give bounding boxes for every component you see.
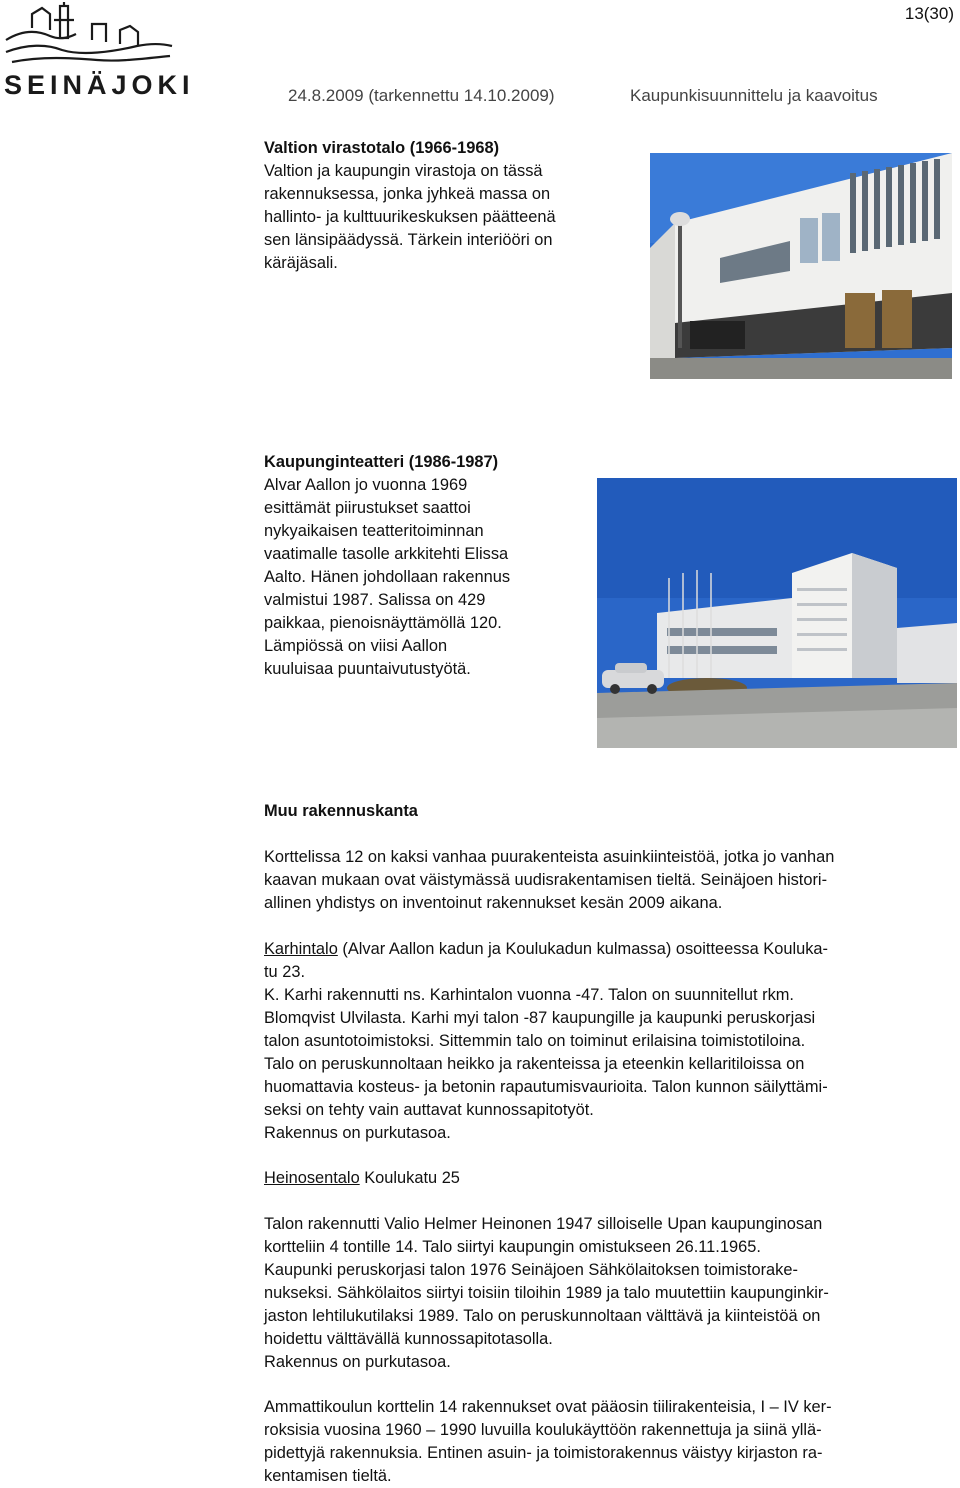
text-line: Valtion ja kaupungin virastoja on tässä (264, 162, 543, 180)
text-line: vaatimalle tasolle arkkitehti Elissa (264, 545, 509, 563)
department-name: Kaupunkisuunnittelu ja kaavoitus (630, 86, 878, 105)
text-line: Aalto. Hänen johdollaan rakennus (264, 568, 511, 586)
text-line: kaavan mukaan ovat väistymässä uudisrakentamisen tieltä. Seinäjoen histori- (264, 871, 828, 889)
paragraph-karhintalo (264, 938, 960, 1145)
text-line: Talon rakennutti Valio Helmer Heinonen 1947 silloiselle Upan kaupunginosan (264, 1215, 823, 1233)
text-line: nukseksi. Sähkölaitos siirtyi toisiin tiloihin 1989 ja talo muutettiin kaupunginkir- (264, 1284, 829, 1302)
text-line: jaston lehtilukutilaksi 1989. Talo on peruskunnoltaan välttävä ja kiinteistöä on (264, 1307, 821, 1325)
text-line: seksi on tehty vain auttavat kunnossapitotyöt. (264, 1101, 594, 1119)
text-line: paikkaa, pienoisnäyttämöllä 120. (264, 614, 502, 632)
text-line: Alvar Aallon jo vuonna 1969 (264, 476, 468, 494)
text-line: Rakennus on purkutasoa. (264, 1353, 451, 1371)
paragraph-ammattikoulu (264, 1396, 960, 1488)
section-virastotalo (264, 137, 624, 275)
text-line: hallinto- ja kulttuurikeskuksen päätteenä (264, 208, 556, 226)
section-kaupunginteatteri (264, 451, 577, 681)
heinosentalo-heading-line (264, 1167, 960, 1190)
text-line: kuuluisaa puuntaivutustyötä. (264, 660, 471, 678)
text-line: käräjäsali. (264, 254, 338, 272)
text-line: kentamisen tieltä. (264, 1467, 392, 1485)
page-number: 13(30) (904, 4, 954, 23)
heinosentalo-address: Koulukatu 25 (359, 1169, 460, 1187)
text-line: pidettyjä rakennuksia. Entinen asuin- ja toimistorakennus väistyy kirjaston ra- (264, 1444, 823, 1462)
karhintalo-address: (Alvar Aallon kadun ja Koulukadun kulmassa) osoitteessa Kouluka- (337, 940, 828, 958)
kaupunginteatteri-photo (597, 478, 957, 748)
karhintalo-heading: Karhintalo (264, 940, 338, 958)
text-line: K. Karhi rakennutti ns. Karhintalon vuonna -47. Talon on suunnitellut rkm. (264, 986, 794, 1004)
virastotalo-photo (650, 153, 952, 379)
paragraph-kortteli-12 (264, 846, 960, 915)
text-line: Talo on peruskunnoltaan heikko ja rakenteissa ja eteenkin kellaritiloissa on (264, 1055, 805, 1073)
text-line: tu 23. (264, 963, 306, 981)
section-title: Kaupunginteatteri (1986-1987) (264, 453, 499, 471)
text-line: Korttelissa 12 on kaksi vanhaa puurakenteista asuinkiinteistöä, jotka jo vanhan (264, 848, 835, 866)
text-line: hoidettu välttävällä kunnossapitotasolla. (264, 1330, 553, 1348)
text-line: allinen yhdistys on inventoinut rakennukset kesän 2009 aikana. (264, 894, 723, 912)
logo-wordmark: SEINÄJOKI (4, 70, 195, 100)
text-line: valmistui 1987. Salissa on 429 (264, 591, 486, 609)
text-line: kortteliin 4 tontille 14. Talo siirtyi kaupungin omistukseen 26.11.1965. (264, 1238, 761, 1256)
text-line: Rakennus on purkutasoa. (264, 1124, 451, 1142)
heinosentalo-heading: Heinosentalo (264, 1169, 360, 1187)
text-line: Kaupunki peruskorjasi talon 1976 Seinäjoen Sähkölaitoksen toimistorake- (264, 1261, 798, 1279)
text-line: rakennuksessa, jonka jyhkeä massa on (264, 185, 551, 203)
text-line (264, 938, 960, 961)
section-title-muu-rakennuskanta: Muu rakennuskanta (264, 802, 418, 820)
paragraph-heinosentalo (264, 1213, 960, 1374)
document-date: 24.8.2009 (tarkennettu 14.10.2009) (288, 86, 555, 105)
seinajoki-logo (2, 0, 195, 102)
text-line: nykyaikaisen teatteritoiminnan (264, 522, 484, 540)
text-line: sen länsipäädyssä. Tärkein interiööri on (264, 231, 553, 249)
text-line: Blomqvist Ulvilasta. Karhi myi talon -87 kaupungille ja kaupunki peruskorjasi (264, 1009, 816, 1027)
section-title: Valtion virastotalo (1966-1968) (264, 139, 500, 157)
skyline-logo-icon (2, 0, 174, 70)
text-line: huomattavia kosteus- ja betonin rapautumisvaurioita. Talon kunnon säilyttämi- (264, 1078, 828, 1096)
text-line: Lämpiössä on viisi Aallon (264, 637, 448, 655)
text-line: esittämät piirustukset saattoi (264, 499, 471, 517)
text-line: roksisia vuosina 1960 – 1990 luvuilla koulukäyttöön rakennettuja ja siinä yllä- (264, 1421, 822, 1439)
text-line: talon asuntotoimistoksi. Sittemmin talo on toiminut erilaisina toimistotiloina. (264, 1032, 806, 1050)
text-line: Ammattikoulun korttelin 14 rakennukset ovat pääosin tiilirakenteisia, I – IV ker- (264, 1398, 832, 1416)
